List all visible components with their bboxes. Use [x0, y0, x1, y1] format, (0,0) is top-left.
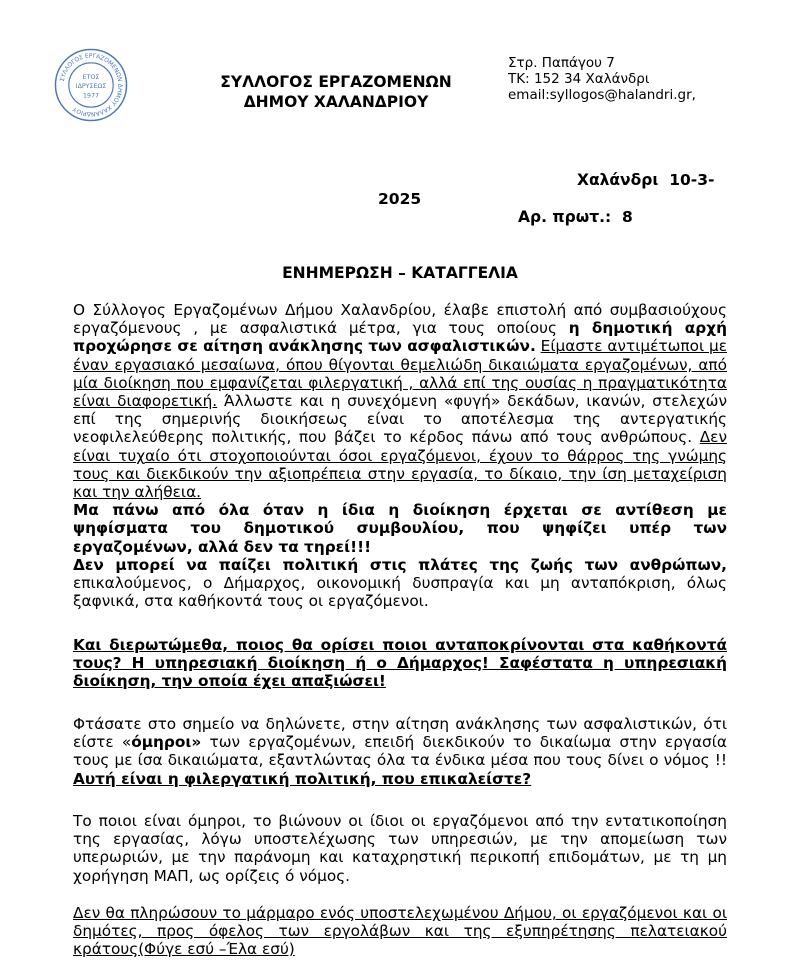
paragraph-5 [73, 904, 727, 959]
paragraph-4-text: Το ποιοι είναι όμηροι, το βιώνουν οι ίδιοι οι εργαζόμενοι από την εντατικοποίηση της εργασίας, λόγω υποστελέχωσης των υπηρεσιών, με την απομείωση των υπερωριών, με την παράνομη και καταχρηστική περικοπή επιδομάτων, με τη μη χορήγηση ΜΑΠ, ως ορίζεις ό νόμος. [73, 812, 727, 885]
seal-ring-text: ΣΥΛΛΟΓΟΣ ΕΡΓΑΖΟΜΕΝΩΝ ΔΗΜΟΥ ΧΑΛΑΝΔΡΙΟΥ [59, 53, 123, 117]
paragraph-2 [73, 636, 727, 691]
paragraph-1 [73, 301, 727, 610]
date-line-2: 2025 [378, 190, 422, 208]
organization-name-line2: ΔΗΜΟΥ ΧΑΛΑΝΔΡΙΟΥ [243, 93, 429, 111]
address-street: Στρ. Παπάγου 7 [508, 55, 615, 71]
paragraph-1-underlined-1: Είμαστε αντιμέτωποι με έναν εργασιακό μεσαίωνα, όπου θίγονται θεμελιώδη δικαιώματα εργαζομένων, από μία διοίκηση που εμφανίζεται φιλεργατική , αλλά επί της ουσίας η πραγματικότητα είναι διαφορετική. [73, 337, 727, 411]
seal-center-mid: ΙΔΡΥΣΕΩΣ [75, 82, 107, 90]
paragraph-3 [73, 715, 727, 788]
address-postcode: ΤΚ: 152 34 Χαλάνδρι [508, 71, 650, 87]
paragraph-2-text: Και διερωτώμεθα, ποιος θα ορίσει ποιοι ανταποκρίνονται στα καθήκοντά τους? Η υπηρεσιακή διοίκηση ή ο Δήμαρχος! Σαφέστατα η υπηρεσιακή διοίκηση, την οποία έχει απαξιώσει! [73, 636, 727, 691]
paragraph-3-middle: των εργαζομένων, επειδή διεκδικούν το δικαίωμα στην εργασία τους με ίσα δικαιώματα, εξαντλώντας όλα τα ένδικα μέσα που τους δίνει ο νόμος !! [73, 733, 728, 770]
document-title: ΕΝΗΜΕΡΩΣΗ – ΚΑΤΑΓΓΕΛΙΑ [282, 264, 518, 282]
organization-name [196, 72, 476, 112]
address-block [508, 55, 696, 103]
paragraph-1-bold-statement: Μα πάνω από όλα όταν η ίδια η διοίκηση έρχεται σε αντίθεση με ψηφίσματα του δημοτικού συμβουλίου, που ψηφίζει υπέρ των εργαζομένων, αλλά δεν τα τηρεί!!! [73, 501, 727, 556]
paragraph-3-hostages: όμηροι» [131, 733, 202, 752]
date-line-1: Χαλάνδρι 10-3- [577, 171, 715, 189]
organization-seal [54, 48, 128, 122]
protocol-number: Αρ. πρωτ.: 8 [518, 208, 633, 226]
paragraph-1-intro: Ο Σύλλογος Εργαζομένων Δήμου Χαλανδρίου, έλαβε επιστολή από συμβασιούχους εργαζόμενους , με ασφαλιστικά μέτρα, για τους οποίους [73, 301, 727, 338]
paragraph-3-question: Αυτή είναι η φιλεργατική πολιτική, που επικαλείστε? [73, 769, 532, 788]
paragraph-5-text: Δεν θα πληρώσουν το μάρμαρο ενός υποστελεχωμένου Δήμου, οι εργαζόμενοι και οι δημότες, προς όφελος των εργολάβων και της εξυπηρέτησης πελατειακού κράτους(Φύγε εσύ –Έλα εσύ) [73, 904, 727, 959]
paragraph-1-underlined-2: Δεν είναι τυχαίο ότι στοχοποιούνται όσοι εργαζόμενοι, έχουν το θάρρος της γνώμης τους και διεκδικούν την αξιοπρέπεια στην εργασία, το δίκαιο, την ίση μεταχείριση και την αλήθεια. [73, 428, 727, 502]
seal-center-year: 1977 [83, 92, 99, 100]
paragraph-3-intro: Φτάσατε στο σημείο να δηλώνετε, στην αίτηση ανάκλησης των ασφαλιστικών, ότι είστε « [73, 715, 727, 752]
paragraph-1-bold-claim: η δημοτική αρχή προχώρησε σε αίτηση ανάκλησης των ασφαλιστικών. [73, 319, 727, 356]
paragraph-1-middle: Άλλωστε και η συνεχόμενη «φυγή» δεκάδων, ικανών, στελεχών επί της σημερινής διοικήσεως είναι το αποτέλεσμα της αντεργατικής νεοφιλελεύθερης πολιτικής, που βάζει το κέρδος πάνω από τους ανθρώπους. [73, 392, 727, 447]
paragraph-4 [73, 812, 727, 885]
paragraph-1-bold-politics: Δεν μπορεί να παίζει πολιτική στις πλάτες της ζωής των ανθρώπων, [73, 555, 727, 574]
seal-center-top: ΕΤΟΣ [82, 74, 100, 82]
address-email: email:syllogos@halandri.gr, [508, 87, 696, 103]
organization-name-line1: ΣΥΛΛΟΓΟΣ ΕΡΓΑΖΟΜΕΝΩΝ [220, 73, 452, 91]
paragraph-1-ending: επικαλούμενος, ο Δήμαρχος, οικονομική δυσπραγία και μη ανταπόκριση, όλως ξαφνικά, στα καθήκοντά τους οι εργαζόμενοι. [73, 574, 727, 611]
